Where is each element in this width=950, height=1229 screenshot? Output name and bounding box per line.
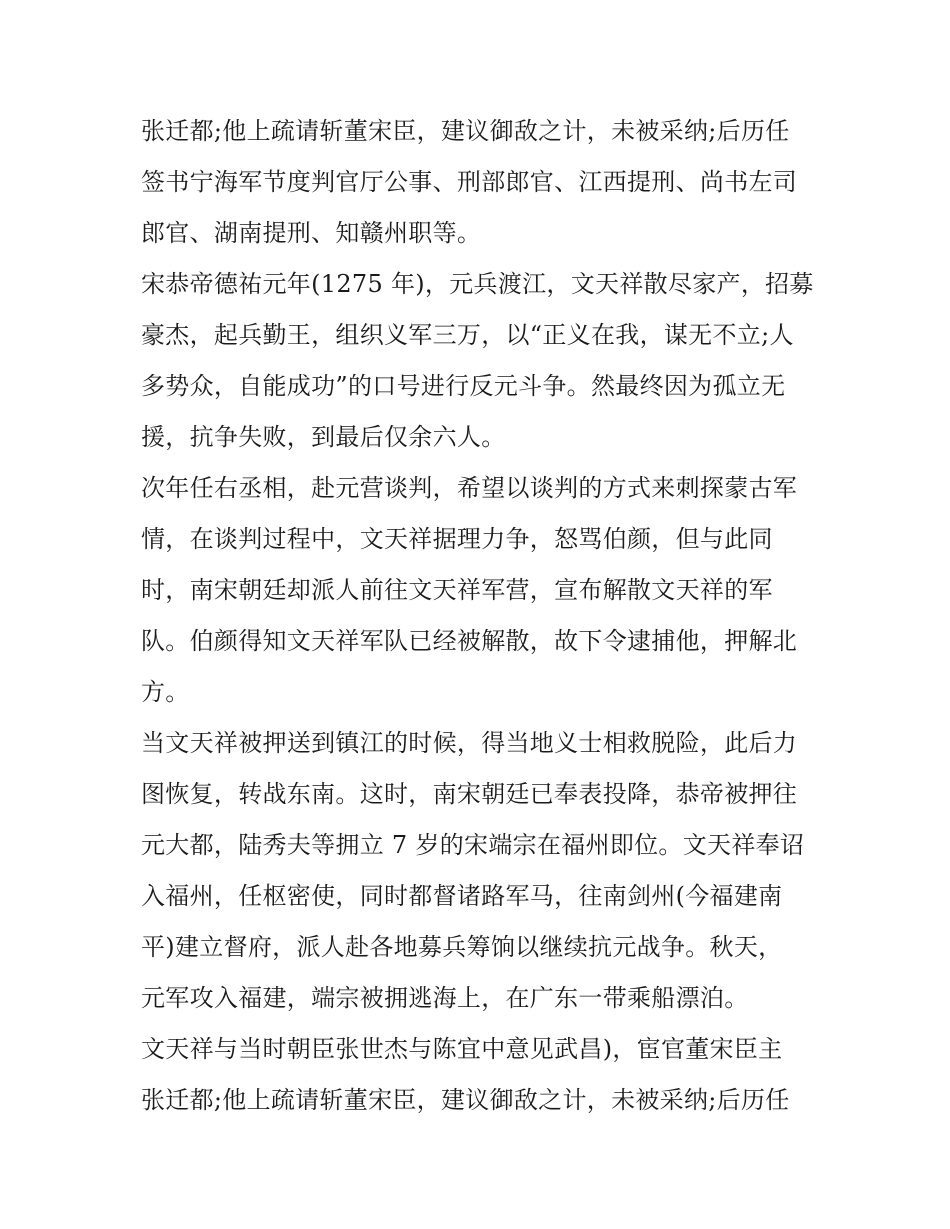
text-line: 签书宁海军节度判官厅公事、刑部郎官、江西提刑、尚书左司 <box>141 168 798 196</box>
text-line: 元大都，陆秀夫等拥立 7 岁的宋端宗在福州即位。文天祥奉诏 <box>141 831 805 859</box>
text-line: 张迁都;他上疏请斩董宋臣，建议御敌之计，未被采纳;后历任 <box>141 1086 790 1114</box>
text-line: 次年任右丞相，赴元营谈判，希望以谈判的方式来刺探蒙古军 <box>141 474 798 502</box>
text-line: 援，抗争失败，到最后仅余六人。 <box>141 423 506 451</box>
text-line: 文天祥与当时朝臣张世杰与陈宜中意见武昌)，宦官董宋臣主 <box>141 1035 783 1063</box>
text-line: 郎官、湖南提刑、知赣州职等。 <box>141 219 482 247</box>
text-line: 宋恭帝德祐元年(1275 年)，元兵渡江，文天祥散尽家产，招募 <box>141 270 814 298</box>
text-line: 时，南宋朝廷却派人前往文天祥军营，宣布解散文天祥的军 <box>141 576 773 604</box>
text-line: 张迁都;他上疏请斩董宋臣，建议御敌之计，未被采纳;后历任 <box>141 117 790 145</box>
text-line: 多势众，自能成功”的口号进行反元斗争。然最终因为孤立无 <box>141 372 786 400</box>
text-line: 情，在谈判过程中，文天祥据理力争，怒骂伯颜，但与此同 <box>141 525 773 553</box>
text-line: 元军攻入福建，端宗被拥逃海上，在广东一带乘船漂泊。 <box>141 984 749 1012</box>
text-line: 图恢复，转战东南。这时，南宋朝廷已奉表投降，恭帝被押往 <box>141 780 798 808</box>
text-line: 当文天祥被押送到镇江的时候，得当地义士相救脱险，此后力 <box>141 729 798 757</box>
text-line: 入福州，任枢密使，同时都督诸路军马，往南剑州(今福建南 <box>141 882 783 910</box>
text-line: 方。 <box>141 678 190 706</box>
body-text <box>141 110 821 1130</box>
text-line: 平)建立督府，派人赴各地募兵筹饷以继续抗元战争。秋天， <box>141 933 783 961</box>
text-line: 队。伯颜得知文天祥军队已经被解散，故下令逮捕他，押解北 <box>141 627 798 655</box>
text-line: 豪杰，起兵勤王，组织义军三万，以“正义在我，谋无不立;人 <box>141 321 794 349</box>
